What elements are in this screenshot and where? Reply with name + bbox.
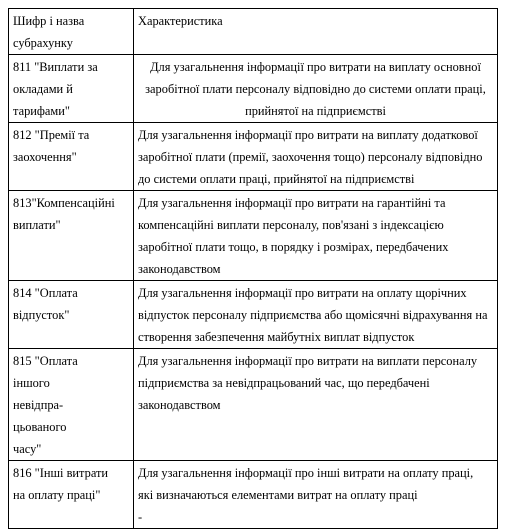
row-code: 814 "Оплата відпусток" xyxy=(9,281,134,349)
row-code: 812 "Премії та заохочення" xyxy=(9,123,134,191)
subaccounts-table xyxy=(8,8,498,529)
row-description: Для узагальнення інформації про інші витрати на оплату праці, які визначаються елементами витрат на оплату праці - xyxy=(134,461,498,529)
table-row xyxy=(9,349,498,461)
table-header-row xyxy=(9,9,498,55)
table-row xyxy=(9,461,498,529)
row-code: 811 "Виплати за окладами й тарифами" xyxy=(9,55,134,123)
table-row xyxy=(9,55,498,123)
row-description: Для узагальнення інформації про витрати на виплату додаткової заробітної плати (премії, заохочення тощо) персоналу відповідно до системи оплати праці, прийнятої на підприємстві xyxy=(134,123,498,191)
table-row xyxy=(9,191,498,281)
row-code: 815 "Оплата іншого невідпра- цьованого часу" xyxy=(9,349,134,461)
header-description: Характеристика xyxy=(134,9,498,55)
header-code: Шифр і назва субрахунку xyxy=(9,9,134,55)
table-row xyxy=(9,123,498,191)
row-code: 816 "Інші витрати на оплату праці" xyxy=(9,461,134,529)
row-description: Для узагальнення інформації про витрати на виплату основної заробітної плати персоналу відповідно до системи оплати праці, прийнятої на підприємстві xyxy=(134,55,498,123)
row-description: Для узагальнення інформації про витрати на виплати персоналу підприємства за невідпрацьований час, що передбачені законодавством xyxy=(134,349,498,461)
row-description: Для узагальнення інформації про витрати на оплату щорічних відпусток персоналу підприємства або щомісячні відрахування на створення забезпечення майбутніх виплат відпусток xyxy=(134,281,498,349)
table-row xyxy=(9,281,498,349)
row-description: Для узагальнення інформації про витрати на гарантійні та компенсаційні виплати персоналу, пов'язані з індексацією заробітної плати тощо, в порядку і розмірах, передбачених законодавством xyxy=(134,191,498,281)
row-code: 813"Компенсаційні виплати" xyxy=(9,191,134,281)
